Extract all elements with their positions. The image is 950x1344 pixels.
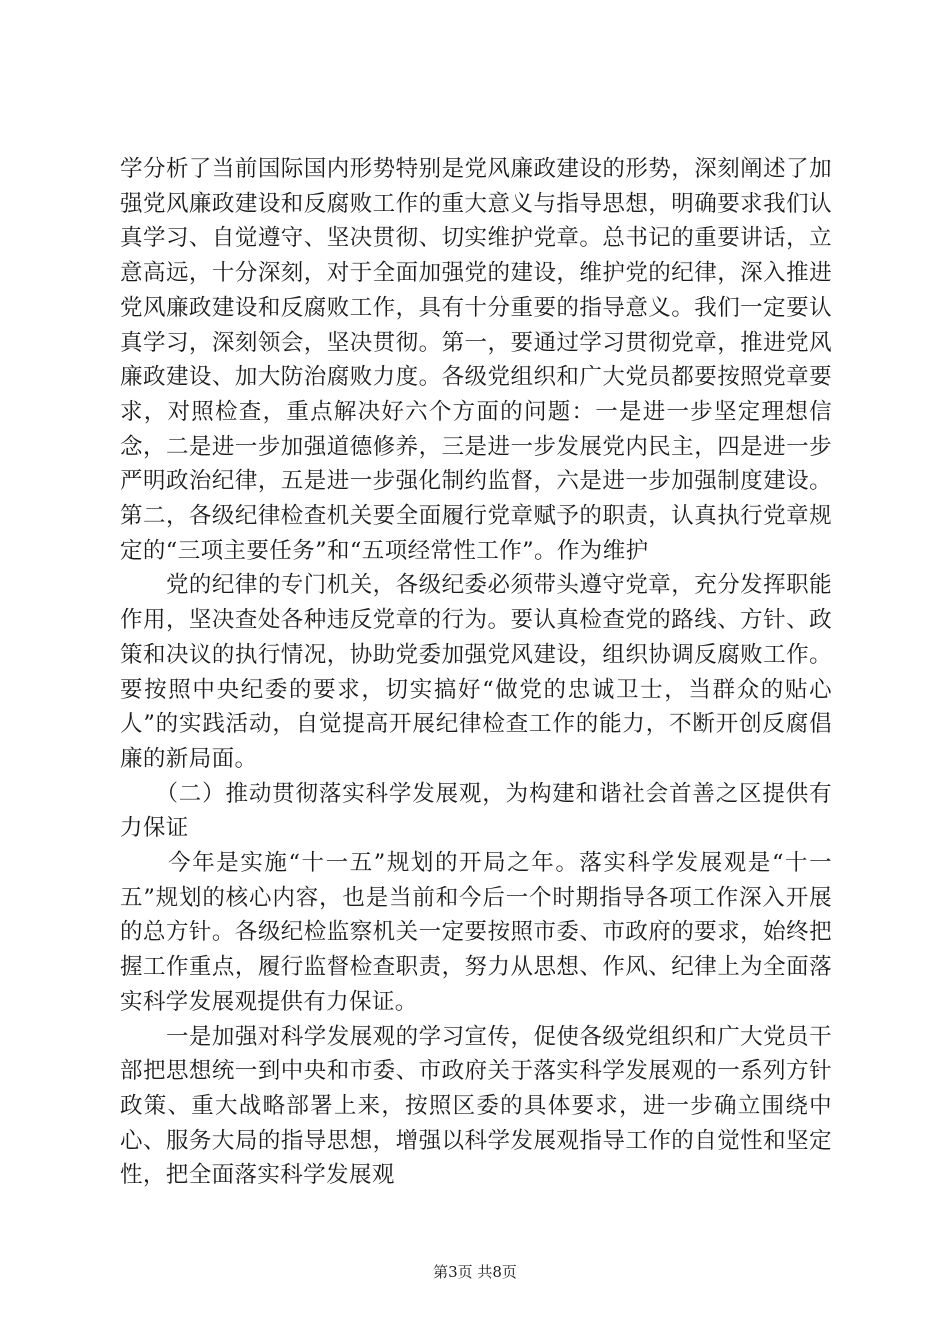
paragraph-five-year-plan: 今年是实施“十一五”规划的开局之年。落实科学发展观是“十一五”规划的核心内容，也是当前和今后一个时期指导各项工作深入开展的总方针。各级纪检监察机关一定要按照市委、市政府的要求，始终把握工作重点，履行监督检查职责，努力从思想、作风、纪律上为全面落实科学发展观提供有力保证。: [120, 850, 832, 1015]
body-text: [120, 152, 832, 1193]
paragraph-continuation: 学分析了当前国际国内形势特别是党风廉政建设的形势，深刻阐述了加强党风廉政建设和反腐败工作的重大意义与指导思想，明确要求我们认真学习、自觉遵守、坚决贯彻、切实维护党章。总书记的重要讲话，立意高远，十分深刻，对于全面加强党的建设，维护党的纪律，深入推进党风廉政建设和反腐败工作，具有十分重要的指导意义。我们一定要认真学习，深刻领会，坚决贯彻。第一，要通过学习贯彻党章，推进党风廉政建设、加大防治腐败力度。各级党组织和广大党员都要按照党章要求，对照检查，重点解决好六个方面的问题：一是进一步坚定理想信念，二是进一步加强道德修养，三是进一步发展党内民主，四是进一步严明政治纪律，五是进一步强化制约监督，六是进一步加强制度建设。第二，各级纪律检查机关要全面履行党章赋予的职责，认真执行党章规定的“三项主要任务”和“五项经常性工作”。作为维护: [120, 156, 832, 564]
page-footer: 第3页 共8页: [433, 1263, 517, 1281]
section-heading-2: （二）推动贯彻落实科学发展观，为构建和谐社会首善之区提供有力保证: [120, 780, 832, 842]
paragraph-study-promotion: 一是加强对科学发展观的学习宣传，促使各级党组织和广大党员干部把思想统一到中央和市委、市政府关于落实科学发展观的一系列方针政策、重大战略部署上来，按照区委的具体要求，进一步确立围绕中心、服务大局的指导思想，增强以科学发展观指导工作的自觉性和坚定性，把全面落实科学发展观: [120, 1023, 832, 1189]
paragraph-discipline-organs: 党的纪律的专门机关，各级纪委必须带头遵守党章，充分发挥职能作用，坚决查处各种违反党章的行为。要认真检查党的路线、方针、政策和决议的执行情况，协助党委加强党风建设，组织协调反腐败工作。要按照中央纪委的要求，切实搞好“做党的忠诚卫士，当群众的贴心人”的实践活动，自觉提高开展纪律检查工作的能力，不断开创反腐倡廉的新局面。: [120, 572, 832, 772]
